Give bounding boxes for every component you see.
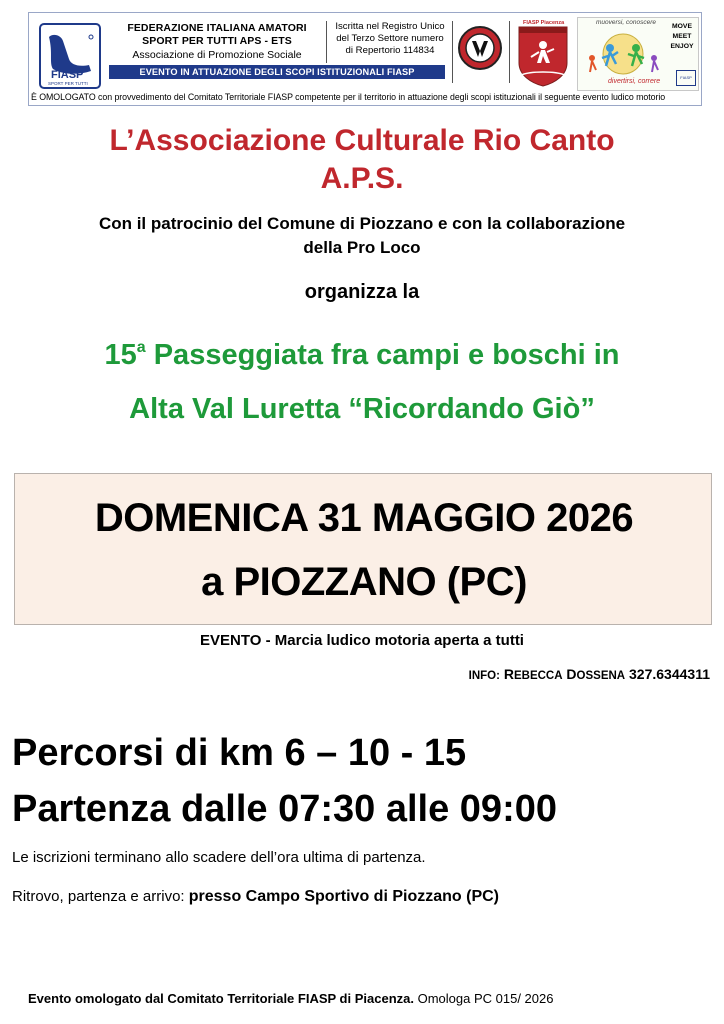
meeting-point-place: presso Campo Sportivo di Piozzano (PC): [188, 888, 499, 905]
fiasp-piacenza-shield: [517, 19, 569, 87]
registry-line1: Iscritta nel Registro Unico: [335, 21, 445, 32]
poster-word-enjoy: ENJOY: [670, 43, 694, 50]
patronage-line1: Con il patrocinio del Comune di Piozzano e con la collaborazione: [98, 214, 626, 233]
event-title-line2: Alta Val Luretta “Ricordando Giò”: [129, 393, 595, 425]
footer-approval: [28, 990, 553, 1008]
event-description: [0, 631, 724, 651]
organizer-name: [0, 122, 724, 198]
federation-title-line2: SPORT PER TUTTI APS - ETS: [142, 35, 292, 47]
poster-fiasp-mini-logo: FIASP: [676, 70, 696, 86]
fiasp-header-banner: [28, 12, 702, 106]
patronage-text: [0, 212, 724, 260]
federation-title: [109, 22, 325, 48]
federation-title-line1: FEDERAZIONE ITALIANA AMATORI: [127, 22, 307, 34]
registry-line2: del Terzo Settore numero: [336, 33, 444, 44]
edition-suffix: a: [136, 339, 146, 356]
registration-note: Le iscrizioni terminano allo scadere dell’ora ultima di partenza.: [12, 849, 426, 866]
fiasp-logo-tagline: SPORT PER TUTTI: [48, 81, 88, 86]
contact-first-rest: EBECCA: [513, 670, 563, 682]
omologato-note: È OMOLOGATO con provvedimento del Comitato Territoriale FIASP competente per il territorio in attuazione degli scopi istituzionali il seguente evento ludico motorio: [31, 92, 666, 102]
event-title: [0, 328, 724, 436]
event-title-line1: [0, 328, 724, 382]
fiasp-piacenza-label: FIASP Piacenza: [523, 20, 565, 26]
info-contact: [469, 664, 710, 686]
event-description-label: EVENTO -: [200, 632, 275, 649]
organizes-text: organizza la: [304, 281, 420, 303]
fiasp-logo-text: FIASP: [51, 69, 84, 81]
header-divider: [509, 21, 510, 83]
meeting-point-label: Ritrovo, partenza e arrivo:: [12, 888, 189, 905]
footer-approval-code: Omologa PC 015/ 2026: [413, 991, 554, 1006]
event-place: a PIOZZANO (PC): [201, 560, 527, 604]
association-type: Associazione di Promozione Sociale: [132, 49, 302, 61]
routes-distances: Percorsi di km 6 – 10 - 15: [12, 732, 467, 774]
meeting-point: [12, 887, 499, 907]
registry-info: [329, 21, 451, 57]
start-times: Partenza dalle 07:30 alle 09:00: [12, 788, 557, 830]
patronage-line2: della Pro Loco: [303, 238, 421, 257]
contact-phone: 327.6344311: [629, 666, 710, 682]
contact-last-initial: D: [566, 666, 577, 682]
event-description-text: Marcia ludico motoria aperta a tutti: [274, 632, 524, 649]
poster-slogan-top: muoversi, conoscere: [596, 19, 656, 26]
contact-first-initial: R: [503, 666, 514, 682]
contact-last-rest: OSSENA: [576, 670, 626, 682]
event-date: DOMENICA 31 MAGGIO 2026: [94, 496, 634, 540]
organizer-name-line2: A.P.S.: [320, 162, 404, 195]
poster-word-move: MOVE: [671, 23, 692, 30]
poster-word-meet: MEET: [672, 33, 692, 40]
contact-name: [504, 666, 625, 682]
info-label: INFO:: [468, 670, 500, 682]
fiasp-logo: [39, 23, 101, 89]
poster-words: [668, 22, 696, 52]
registry-line3: di Repertorio 114834: [345, 45, 435, 56]
header-divider: [326, 21, 327, 63]
edition-number: 15: [104, 339, 137, 371]
footer-approval-text: Evento omologato dal Comitato Territoriale FIASP di Piacenza.: [28, 991, 414, 1006]
date-place-box: [14, 473, 712, 625]
move-meet-enjoy-poster: [577, 17, 699, 91]
institutional-event-band: EVENTO IN ATTUAZIONE DEGLI SCOPI ISTITUZIONALI FIASP: [109, 65, 445, 79]
ivv-emblem: [457, 25, 503, 71]
header-divider: [452, 21, 453, 83]
organizer-name-line1: L’Associazione Culturale Rio Canto: [109, 124, 615, 157]
event-title-text1: Passeggiata fra campi e boschi in: [153, 339, 620, 371]
poster-slogan-bottom: divertirsi, correre: [608, 78, 661, 85]
